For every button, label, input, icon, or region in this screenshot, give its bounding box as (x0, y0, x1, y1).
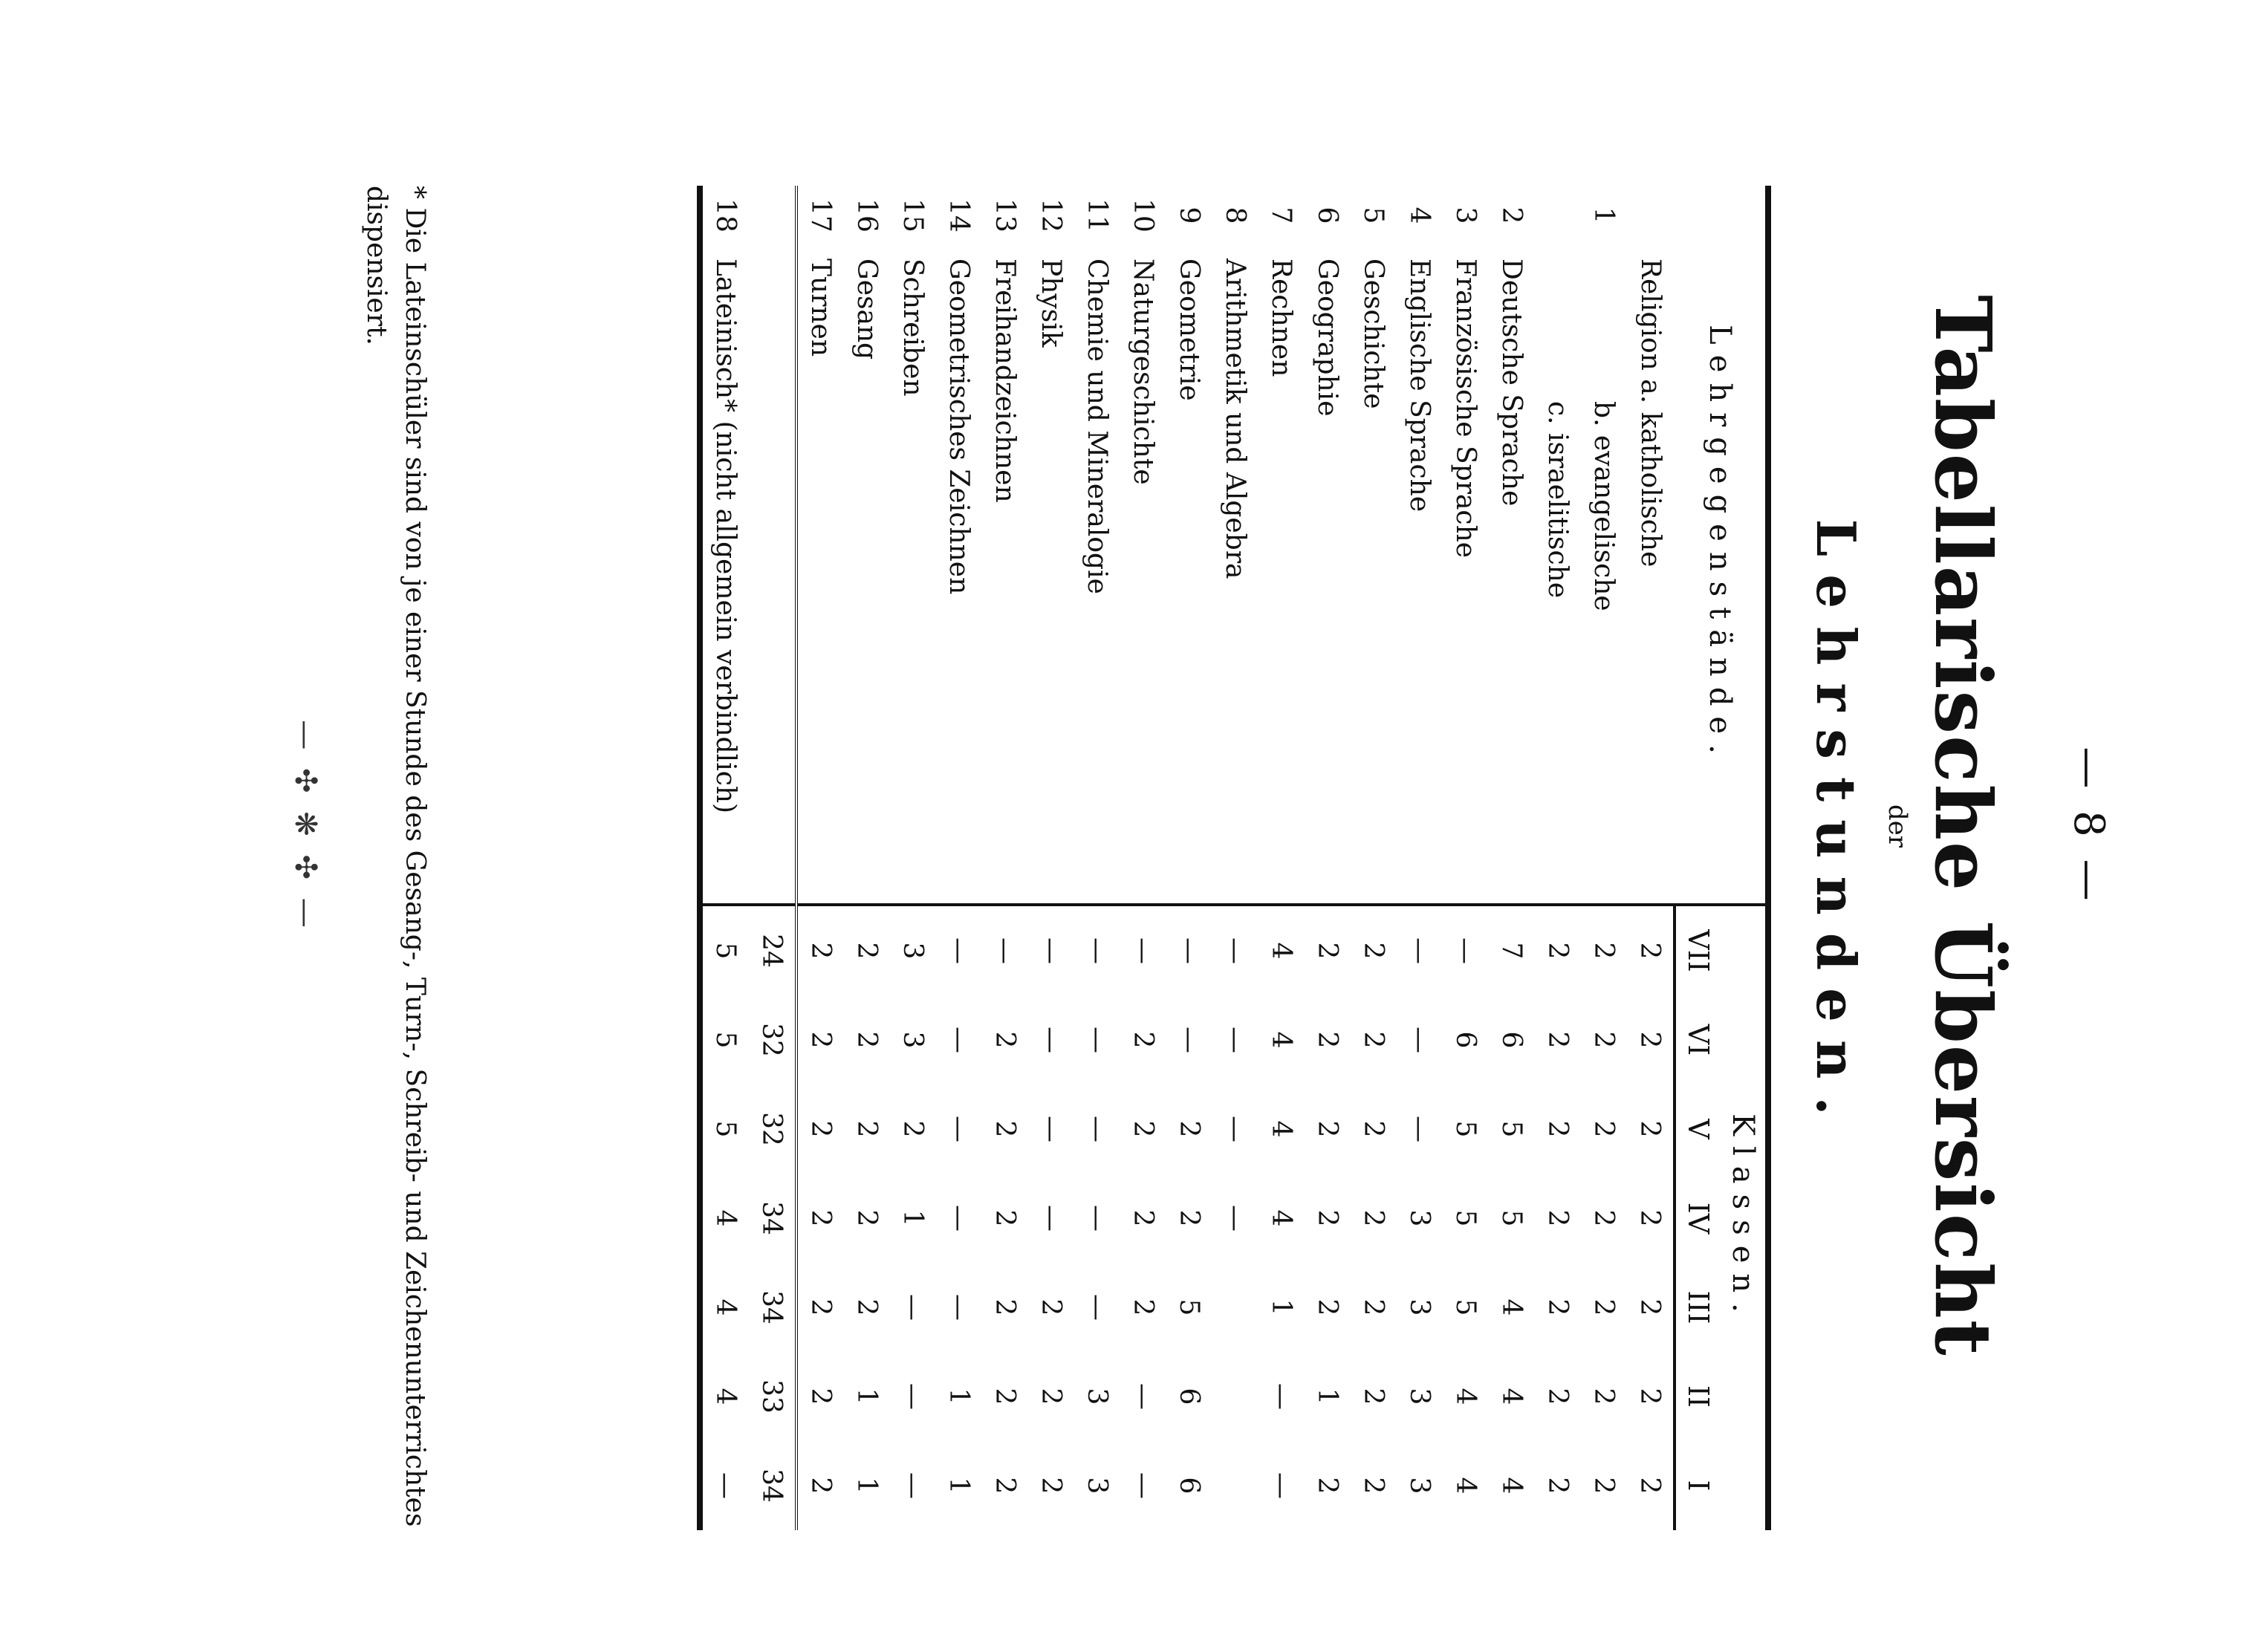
table-row (1627, 186, 1675, 1530)
hours-cell: 1 (897, 1209, 929, 1227)
hours-cell: — (1404, 937, 1435, 964)
totals-row (749, 186, 796, 1530)
hours-cell: — (1220, 937, 1251, 964)
table-row (1166, 186, 1212, 1530)
hours-cell: 2 (805, 942, 837, 960)
subject-name: Geschichte (1351, 245, 1397, 905)
hours-cell: 4 (1450, 1388, 1481, 1405)
subject-name: Physik (1028, 245, 1074, 905)
table-row (1535, 186, 1581, 1530)
subject-name: Chemie und Mineralogie (1074, 245, 1120, 905)
hours-cell: — (1036, 1116, 1067, 1142)
hours-cell: 2 (805, 1388, 837, 1405)
hours-cell: 2 (1542, 942, 1573, 960)
row-number: 18 (700, 186, 749, 245)
hours-cell: 2 (1358, 1209, 1389, 1227)
page-number: — 8 — (2065, 747, 2113, 905)
hours-cell: — (1404, 1116, 1435, 1142)
hours-cell: 2 (1128, 1120, 1159, 1138)
hours-cell (1212, 1263, 1258, 1352)
hours-cell: 2 (1634, 1209, 1666, 1227)
hours-cell: 2 (1358, 1298, 1389, 1316)
class-label: I (1675, 1441, 1721, 1530)
hours-cell: 2 (1588, 1388, 1620, 1405)
subject-name: Religion a. katholische (1627, 245, 1675, 905)
class-label: V (1675, 1084, 1721, 1174)
hours-cell: 2 (897, 1120, 929, 1138)
hours-cell: 2 (1128, 1031, 1159, 1049)
hours-cell: 2 (1174, 1120, 1205, 1138)
hours-cell: 2 (1312, 1298, 1343, 1316)
total-cell: 34 (749, 1174, 796, 1263)
hours-cell: — (1082, 1205, 1113, 1232)
row-number: 11 (1082, 198, 1113, 232)
row-number: 15 (897, 198, 929, 232)
hours-cell: 4 (700, 1174, 749, 1263)
class-label: IV (1675, 1174, 1721, 1263)
hours-cell: — (944, 1027, 975, 1053)
hours-cell: — (1174, 937, 1205, 964)
hours-cell: 3 (897, 1031, 929, 1049)
hours-cell: 2 (1036, 1477, 1067, 1495)
footnote: * Die Lateinschüler sind von je einer Stunde des Gesang-, Turn-, Schreib- und Zeichenunterrichtes dispensiert. (361, 186, 430, 1527)
hours-cell: 2 (1358, 1031, 1389, 1049)
hours-cell: — (1266, 1383, 1297, 1410)
hours-cell: 5 (1174, 1298, 1205, 1316)
hours-cell: 5 (1450, 1209, 1481, 1227)
hours-cell: 4 (700, 1352, 749, 1441)
hours-cell: 2 (805, 1298, 837, 1316)
hours-cell: — (1266, 1472, 1297, 1499)
row-number: 7 (1266, 206, 1297, 224)
hours-cell: 2 (1542, 1120, 1573, 1138)
totals-spacer (749, 245, 796, 905)
hours-cell: 4 (1266, 1120, 1297, 1138)
subject-name: Lateinisch* (nicht allgemein verbindlich) (700, 245, 749, 905)
hours-cell: — (1174, 1027, 1205, 1053)
subject-name: Freihandzeichnen (982, 245, 1028, 905)
hours-cell: 2 (990, 1388, 1021, 1405)
hours-cell: 2 (1588, 1209, 1620, 1227)
hours-cell: 2 (1634, 1120, 1666, 1138)
table-row (1258, 186, 1305, 1530)
hours-cell: 6 (1496, 1031, 1527, 1049)
hours-cell: 3 (1082, 1477, 1113, 1495)
hours-cell: 2 (1128, 1298, 1159, 1316)
hours-cell: 5 (1450, 1298, 1481, 1316)
hours-cell: 2 (1036, 1298, 1067, 1316)
row-number: 5 (1358, 206, 1389, 224)
row-number: 8 (1220, 206, 1251, 224)
hours-cell: 2 (1312, 942, 1343, 960)
hours-cell: 2 (1588, 942, 1620, 960)
hours-cell: 2 (1588, 1477, 1620, 1495)
hours-cell: — (1220, 1027, 1251, 1053)
hours-cell: 2 (1358, 1120, 1389, 1138)
title-connector: der (1883, 804, 1912, 848)
hours-cell: 2 (805, 1120, 837, 1138)
hours-cell: 7 (1496, 942, 1527, 960)
hours-cell: 3 (1404, 1388, 1435, 1405)
subject-name: Turnen (796, 245, 844, 905)
subject-name: Deutsche Sprache (1489, 245, 1535, 905)
table-row (936, 186, 982, 1530)
hours-cell: 4 (1266, 942, 1297, 960)
hours-cell: 2 (1542, 1298, 1573, 1316)
hours-cell: 2 (1542, 1031, 1573, 1049)
table-row (1351, 186, 1397, 1530)
subject-name: Geometrie (1166, 245, 1212, 905)
hours-cell: 2 (1542, 1477, 1573, 1495)
total-cell: 34 (749, 1441, 796, 1530)
hours-cell: — (1128, 937, 1159, 964)
hours-cell: 5 (1496, 1120, 1527, 1138)
row-number (1535, 186, 1581, 245)
hours-cell: — (1036, 937, 1067, 964)
total-cell: 24 (749, 905, 796, 995)
hours-cell: 1 (1266, 1298, 1297, 1316)
table-row (700, 186, 749, 1530)
hours-cell: 1 (944, 1388, 975, 1405)
hours-cell (1212, 1441, 1258, 1530)
hours-cell: — (1036, 1205, 1067, 1232)
hours-cell: — (700, 1441, 749, 1530)
row-number: 10 (1128, 198, 1159, 232)
hours-cell: 4 (700, 1263, 749, 1352)
subject-name: Gesang (844, 245, 890, 905)
hours-cell: 2 (1312, 1120, 1343, 1138)
hours-cell: 6 (1174, 1477, 1205, 1495)
table-row (982, 186, 1028, 1530)
hours-cell: 2 (805, 1031, 837, 1049)
hours-cell: 2 (1312, 1209, 1343, 1227)
hours-cell: 4 (1496, 1477, 1527, 1495)
hours-cell: — (944, 937, 975, 964)
hours-cell: 1 (1312, 1388, 1343, 1405)
class-label: III (1675, 1263, 1721, 1352)
row-number: 16 (851, 198, 883, 232)
hours-cell: — (1036, 1027, 1067, 1053)
hours-cell: 5 (700, 1084, 749, 1174)
table-row (1120, 186, 1166, 1530)
table-row (1397, 186, 1443, 1530)
hours-cell: — (944, 1205, 975, 1232)
table-row (1305, 186, 1351, 1530)
hours-cell: — (897, 1294, 929, 1321)
hours-cell: — (1128, 1472, 1159, 1499)
hours-cell: 1 (944, 1477, 975, 1495)
table-row (890, 186, 936, 1530)
hours-cell: 2 (851, 1031, 883, 1049)
row-number: 1 (1588, 206, 1620, 224)
hours-cell: 4 (1496, 1298, 1527, 1316)
table-row (1212, 186, 1258, 1530)
hours-cell: — (1082, 1294, 1113, 1321)
table-row (844, 186, 890, 1530)
page-title: Tabellarische Übersicht (1917, 295, 2009, 1357)
ornament: — ✣ ❋ ✣ — (288, 720, 322, 932)
hours-cell: 2 (990, 1298, 1021, 1316)
hours-cell: 2 (990, 1120, 1021, 1138)
hours-cell: — (944, 1116, 975, 1142)
table-body (700, 186, 1675, 1530)
hours-cell: 2 (1634, 1477, 1666, 1495)
hours-cell: 2 (1312, 1477, 1343, 1495)
row-number: 17 (805, 198, 837, 232)
row-number: 4 (1404, 206, 1435, 224)
total-cell: 34 (749, 1263, 796, 1352)
subject-name: Arithmetik und Algebra (1212, 245, 1258, 905)
hours-cell: — (944, 1294, 975, 1321)
hours-cell: 3 (1404, 1298, 1435, 1316)
subject-name: Naturgeschichte (1120, 245, 1166, 905)
hours-cell: 5 (700, 905, 749, 995)
hours-cell: — (1450, 937, 1481, 964)
subject-name: Geometrisches Zeichnen (936, 245, 982, 905)
row-number: 12 (1036, 198, 1067, 232)
hours-cell: — (897, 1383, 929, 1410)
hours-cell: — (1220, 1116, 1251, 1142)
hours-cell: 2 (990, 1477, 1021, 1495)
row-number: 6 (1312, 206, 1343, 224)
table-row (1028, 186, 1074, 1530)
hours-cell: 3 (1082, 1388, 1113, 1405)
subject-name: Französische Sprache (1443, 245, 1489, 905)
total-cell: 33 (749, 1352, 796, 1441)
subject-name: Rechnen (1258, 245, 1305, 905)
hours-cell: 2 (851, 942, 883, 960)
hours-cell: 4 (1450, 1477, 1481, 1495)
hours-cell: 5 (1450, 1120, 1481, 1138)
subject-name: c. israelitische (1535, 245, 1581, 905)
hours-cell: 2 (805, 1477, 837, 1495)
row-number: 14 (944, 198, 975, 232)
row-number: 9 (1174, 206, 1205, 224)
hours-cell: 2 (1588, 1031, 1620, 1049)
hours-cell: 6 (1174, 1388, 1205, 1405)
classes-header: Klassen. (1721, 905, 1768, 1530)
hours-cell: 2 (1542, 1388, 1573, 1405)
total-cell: 32 (749, 995, 796, 1084)
hours-cell: — (1082, 1116, 1113, 1142)
hours-cell: 2 (805, 1209, 837, 1227)
table-row (796, 186, 844, 1530)
row-number (1627, 186, 1675, 245)
class-label: VI (1675, 995, 1721, 1084)
hours-cell (1212, 1352, 1258, 1441)
hours-cell: — (990, 937, 1021, 964)
page-subtitle: Lehrstunden. (1805, 518, 1868, 1134)
hours-cell: 2 (1634, 1298, 1666, 1316)
table-row (1074, 186, 1120, 1530)
hours-cell: 2 (851, 1298, 883, 1316)
hours-cell: 2 (1634, 1031, 1666, 1049)
hours-cell: — (1082, 1027, 1113, 1053)
hours-cell: 2 (1358, 942, 1389, 960)
hours-cell: 3 (1404, 1477, 1435, 1495)
hours-cell: 5 (700, 995, 749, 1084)
subject-name: Englische Sprache (1397, 245, 1443, 905)
hours-cell: 2 (1588, 1298, 1620, 1316)
hours-cell: 2 (1036, 1388, 1067, 1405)
hours-cell: 2 (1588, 1120, 1620, 1138)
class-label: II (1675, 1352, 1721, 1441)
subject-name: Schreiben (890, 245, 936, 905)
subject-name: Geographie (1305, 245, 1351, 905)
hours-cell: 2 (851, 1209, 883, 1227)
hours-cell: — (1220, 1205, 1251, 1232)
hours-cell: 2 (1358, 1388, 1389, 1405)
total-cell: 32 (749, 1084, 796, 1174)
class-label: VII (1675, 905, 1721, 995)
hours-cell: — (897, 1472, 929, 1499)
hours-cell: 1 (851, 1477, 883, 1495)
hours-cell: 4 (1266, 1209, 1297, 1227)
table-row (1581, 186, 1627, 1530)
row-number: 2 (1496, 206, 1527, 224)
hours-cell: 3 (897, 942, 929, 960)
subjects-header: Lehrgegenstände. (1675, 186, 1768, 905)
hours-cell: 2 (1634, 1388, 1666, 1405)
hours-cell: — (1128, 1383, 1159, 1410)
table-row (1443, 186, 1489, 1530)
hours-cell: — (1404, 1027, 1435, 1053)
hours-cell: 2 (1542, 1209, 1573, 1227)
subject-name: b. evangelische (1581, 245, 1627, 905)
hours-cell: — (1082, 937, 1113, 964)
hours-cell: 2 (990, 1031, 1021, 1049)
hours-cell: 1 (851, 1388, 883, 1405)
table-row (1489, 186, 1535, 1530)
hours-cell: 2 (1312, 1031, 1343, 1049)
totals-spacer (749, 186, 796, 245)
hours-cell: 4 (1496, 1388, 1527, 1405)
hours-cell: 4 (1266, 1031, 1297, 1049)
hours-cell: 2 (1634, 942, 1666, 960)
hours-cell: 2 (1358, 1477, 1389, 1495)
row-number: 3 (1450, 206, 1481, 224)
hours-cell: 2 (1128, 1209, 1159, 1227)
hours-cell: 2 (990, 1209, 1021, 1227)
hours-cell: 5 (1496, 1209, 1527, 1227)
hours-cell: 6 (1450, 1031, 1481, 1049)
hours-cell: 3 (1404, 1209, 1435, 1227)
hours-cell: 2 (1174, 1209, 1205, 1227)
lesson-hours-table (697, 186, 1771, 1530)
row-number: 13 (990, 198, 1021, 232)
hours-cell: 2 (851, 1120, 883, 1138)
